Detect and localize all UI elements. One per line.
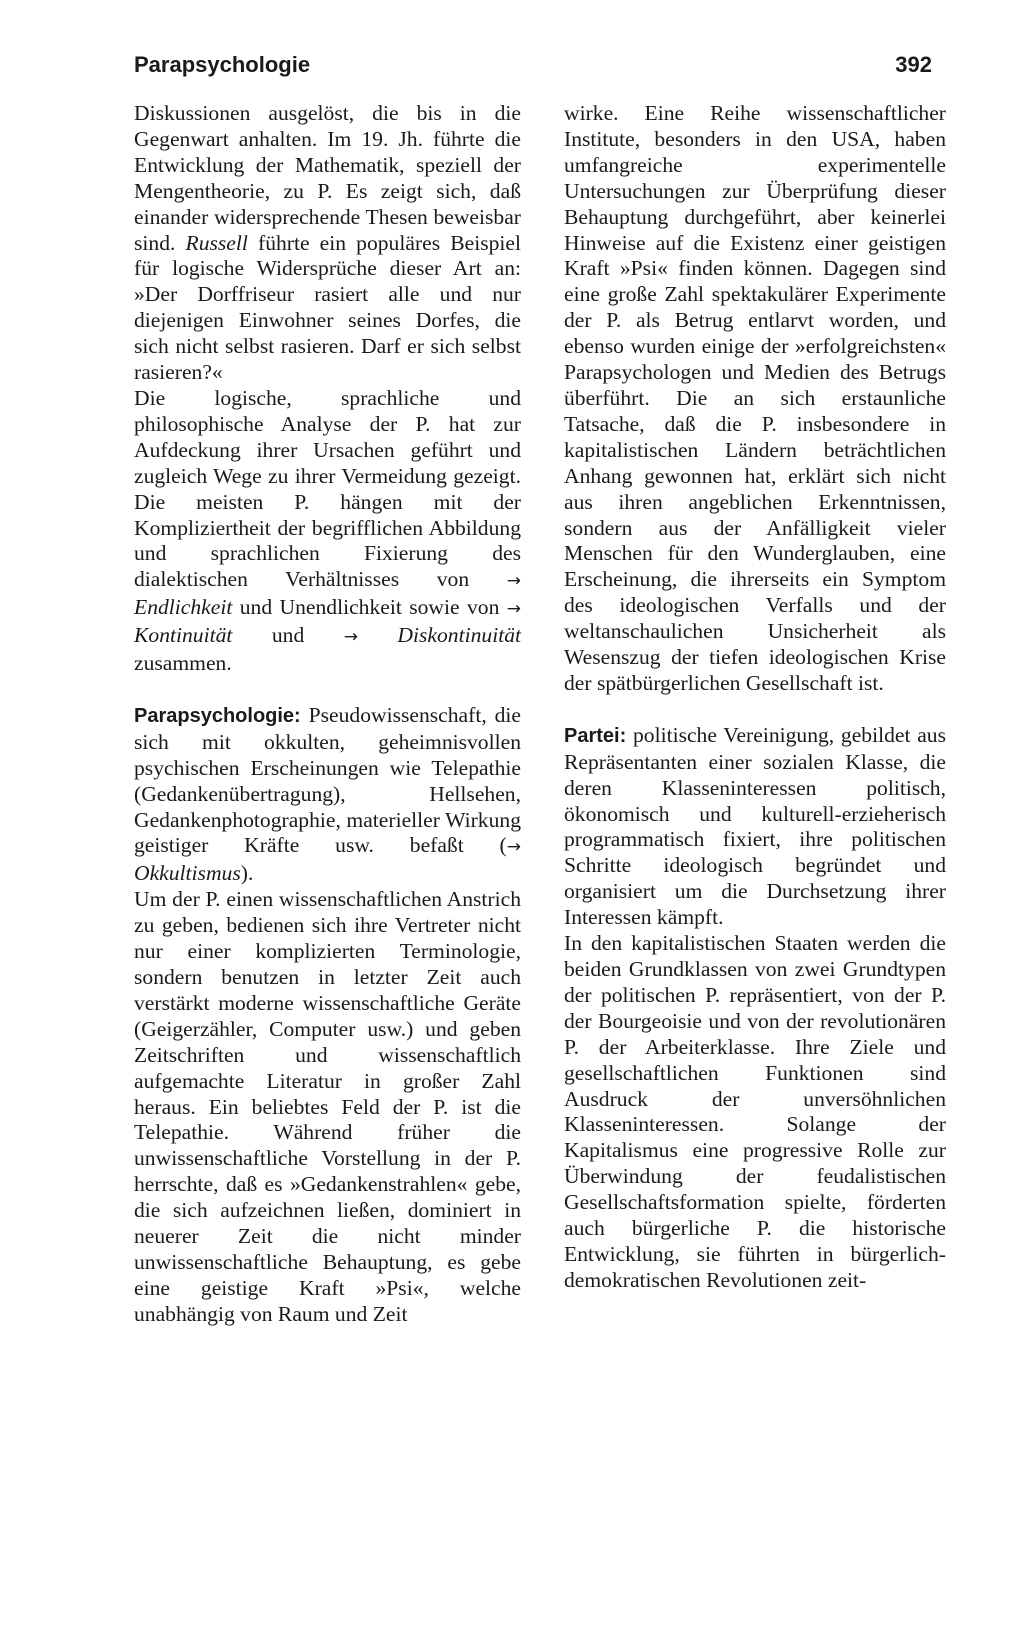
cross-reference-kontinuitaet[interactable]: Kontinuität — [134, 623, 233, 648]
paragraph-partei-body: In den kapitalistischen Staaten werden die beiden Grundklassen von zwei Grundtypen der politischen P. repräsentiert, von der P. der Bourgeoisie und von der revolutionären P. der Arbeiterklasse. Ihre Ziele und gesellschaftlichen Funktionen sind Ausdruck der unversöhnlichen Klasseninteressen. Solange der Kapitalismus eine progressive Rolle zur Überwindung der feudalistischen Gesellschaftsformation spielte, förderten auch bürgerliche P. die historische Entwicklung, sie führten in bürgerlich-demokratischen Revolutionen zeit- — [564, 931, 946, 1292]
cross-reference-arrow-icon: → — [343, 627, 358, 648]
paragraph-paradoxes-history: Diskussionen ausgelöst, die bis in die Gegenwart anhalten. Im 19. Jh. führte die Entwicklung der Mathematik, speziell der Mengentheorie, zu P. Es zeigt sich, daß einander widersprechende Thesen beweisbar sind. Russell führte ein populäres Beispiel für logische Widersprüche dieser Art an: »Der Dorffriseur rasiert alle und nur diejenigen Einwohner seines Dorfes, die sich nicht selbst rasieren. Darf er sich selbst rasieren?« — [134, 101, 521, 385]
cross-reference-okkultismus[interactable]: Okkultismus — [134, 861, 241, 886]
entry-partei: Partei: politische Vereinigung, gebildet aus Repräsentanten einer sozialen Klasse, die deren Klasseninteressen politisch, ökonomisch und kulturell-erzieherisch programmatisch fixiert, ihre politischen Schritte ideologisch begründet und organisiert um die Durchsetzung ihrer Interessen kämpft. — [564, 722, 946, 930]
left-column — [134, 101, 521, 1328]
page-number: 392 — [895, 52, 932, 77]
cross-reference-diskontinuitaet[interactable]: Diskontinuität — [397, 623, 521, 648]
paragraph-paradoxes-analysis: Die logische, sprachliche und philosophische Analyse der P. hat zur Aufdeckung ihrer Ursachen geführt und zugleich Wege zu ihrer Vermeidung gezeigt. Die meisten P. hängen mit der Kompliziertheit der begrifflichen Abbildung und sprachlichen Fixierung des dialektischen Verhältnisses von → Endlichkeit und Unendlichkeit sowie von → Kontinuität und → Diskontinuität zusammen. — [134, 385, 521, 676]
cross-reference-arrow-icon: → — [506, 837, 521, 858]
paragraph-parapsychologie-continued: wirke. Eine Reihe wissenschaftlicher Institute, besonders in den USA, haben umfangreiche experimentelle Untersuchungen zur Überprüfung dieser Behauptung durchgeführt, aber keinerlei Hinweise auf die Existenz einer geistigen Kraft »Psi« finden können. Dagegen sind eine große Zahl spektakulärer Experimente der P. als Betrug entlarvt worden, und ebenso wurden einige der »erfolgreichsten« Parapsychologen und Medien des Betrugs überführt. Die an sich erstaunliche Tatsache, daß die P. insbesondere in kapitalistischen Ländern beträchtlichen Anhang gewonnen hat, erklärt sich nicht aus ihren angeblichen Erkenntnissen, sondern aus der Anfälligkeit vieler Menschen für den Wunderglauben, eine Erscheinung, die ihrerseits ein Symptom des ideologischen Verfalls und der weltanschaulichen Unsicherheit als Wesenszug der tiefen ideologischen Krise der spätbürgerlichen Gesellschaft ist. — [564, 101, 946, 695]
paragraph-parapsychologie-body: Um der P. einen wissenschaftlichen Anstrich zu geben, bedienen sich ihre Vertreter nicht nur einer komplizierten Terminologie, sondern benutzen in letzter Zeit auch verstärkt moderne wissenschaftliche Geräte (Geigerzähler, Computer usw.) und geben Zeitschriften und wissenschaftlich aufgemachte Literatur in großer Zahl heraus. Ein beliebtes Feld der P. ist die Telepathie. Während früher die unwissenschaftliche Vorstellung in der P. herrschte, daß es »Gedankenstrahlen« gebe, die sich aufzeichnen ließen, dominiert in neuerer Zeit die nicht minder unwissenschaftliche Behauptung, es gebe eine geistige Kraft »Psi«, welche unabhängig von Raum und Zeit — [134, 887, 521, 1326]
running-head: Parapsychologie — [134, 52, 311, 77]
entry-parapsychologie: Parapsychologie: Pseudowissenschaft, die sich mit okkulten, geheimnisvollen psychischen Erscheinungen wie Telepathie (Gedankenübertragung), Hellsehen, Gedankenphotographie, materieller Wirkung geistiger Kräfte usw. befaßt (→ Okkultismus). — [134, 702, 521, 886]
page-header — [134, 52, 932, 88]
cross-reference-endlichkeit[interactable]: Endlichkeit — [134, 595, 233, 620]
cross-reference-arrow-icon: → — [506, 599, 521, 620]
person-name-russell: Russell — [185, 230, 248, 255]
entry-keyword: Partei: — [564, 724, 627, 747]
entry-keyword: Parapsychologie: — [134, 704, 301, 727]
right-column — [564, 101, 946, 1294]
cross-reference-arrow-icon: → — [506, 571, 521, 592]
